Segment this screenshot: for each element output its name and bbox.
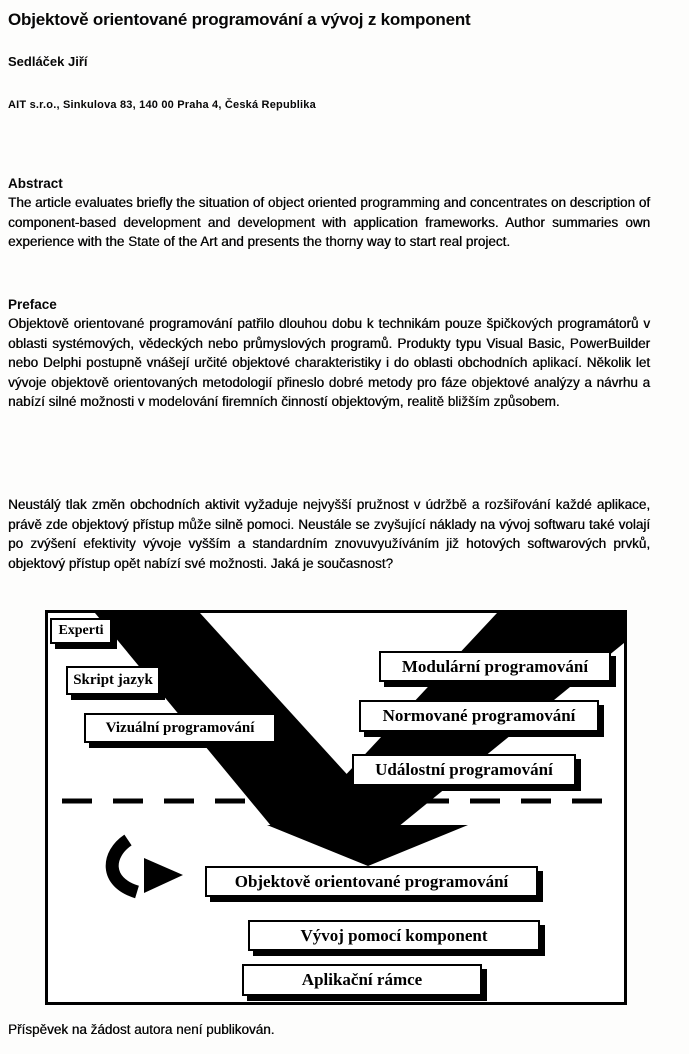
footer-note: Příspěvek na žádost autora není publikován. [8, 1022, 275, 1037]
box-vizualni-programovani: Vizuální programování [84, 713, 276, 743]
preface-heading: Preface [8, 297, 57, 312]
box-skript-jazyk: Skript jazyk [66, 666, 160, 695]
box-udalostni-programovani: Událostní programování [352, 754, 576, 786]
preface-paragraph-1: Objektově orientované programování patřilo dlouhou dobu k technikám pouze špičkových programátorů v oblasti systémových, vědeckých nebo průmyslových programů. Produkty typu Visual Basic, PowerBuilder nebo Delphi postupně vnášejí určité objektové charakteristiky i do oblasti obchodních aplikací. Několik let vývoje objektově orientovaných metodologií přineslo dobré metody pro fáze objektové analýzy a návrhu a nabízí silné možnosti v modelování firemních činností objektovým, realitě bližším způsobem. [8, 316, 650, 409]
box-modularni-programovani: Modulární programování [379, 651, 611, 682]
doc-affiliation: AIT s.r.o., Sinkulova 83, 140 00 Praha 4, Česká Republika [8, 99, 316, 111]
doc-author: Sedláček Jiří [8, 54, 88, 69]
bent-arrow-icon [112, 840, 137, 892]
box-normovane-programovani: Normované programování [359, 700, 599, 732]
box-vyvoj-pomoci-komponent: Vývoj pomocí komponent [248, 920, 540, 951]
doc-title: Objektově orientované programování a vývoj z komponent [8, 10, 471, 29]
abstract-heading: Abstract [8, 176, 63, 191]
box-experti: Experti [50, 618, 112, 644]
box-aplikacni-ramce: Aplikační rámce [242, 964, 482, 996]
bent-arrowhead [144, 858, 183, 893]
evolution-diagram [45, 610, 627, 1005]
merged-down-arrowhead [267, 825, 468, 866]
abstract-text: The article evaluates briefly the situation of object oriented programming and concentrates on description of component-based development and development with application frameworks. Author summaries own experience with the State of the Art and presents the thorny way to start real project. [8, 195, 650, 249]
box-objektove-orientovane-programovani: Objektově orientované programování [205, 866, 538, 897]
preface-paragraph-2: Neustálý tlak změn obchodních aktivit vyžaduje nejvyšší pružnost v údržbě a rozšiřování každé aplikace, právě zde objektový přístup může silně pomoci. Neustále se zvyšující náklady na vývoj softwaru také volají po zvýšení efektivity vývoje vyšším a standardním znovuvyužíváním již hotových softwarových prvků, objektový přístup opět nabízí své možnosti. Jaká je současnost? [8, 497, 650, 571]
